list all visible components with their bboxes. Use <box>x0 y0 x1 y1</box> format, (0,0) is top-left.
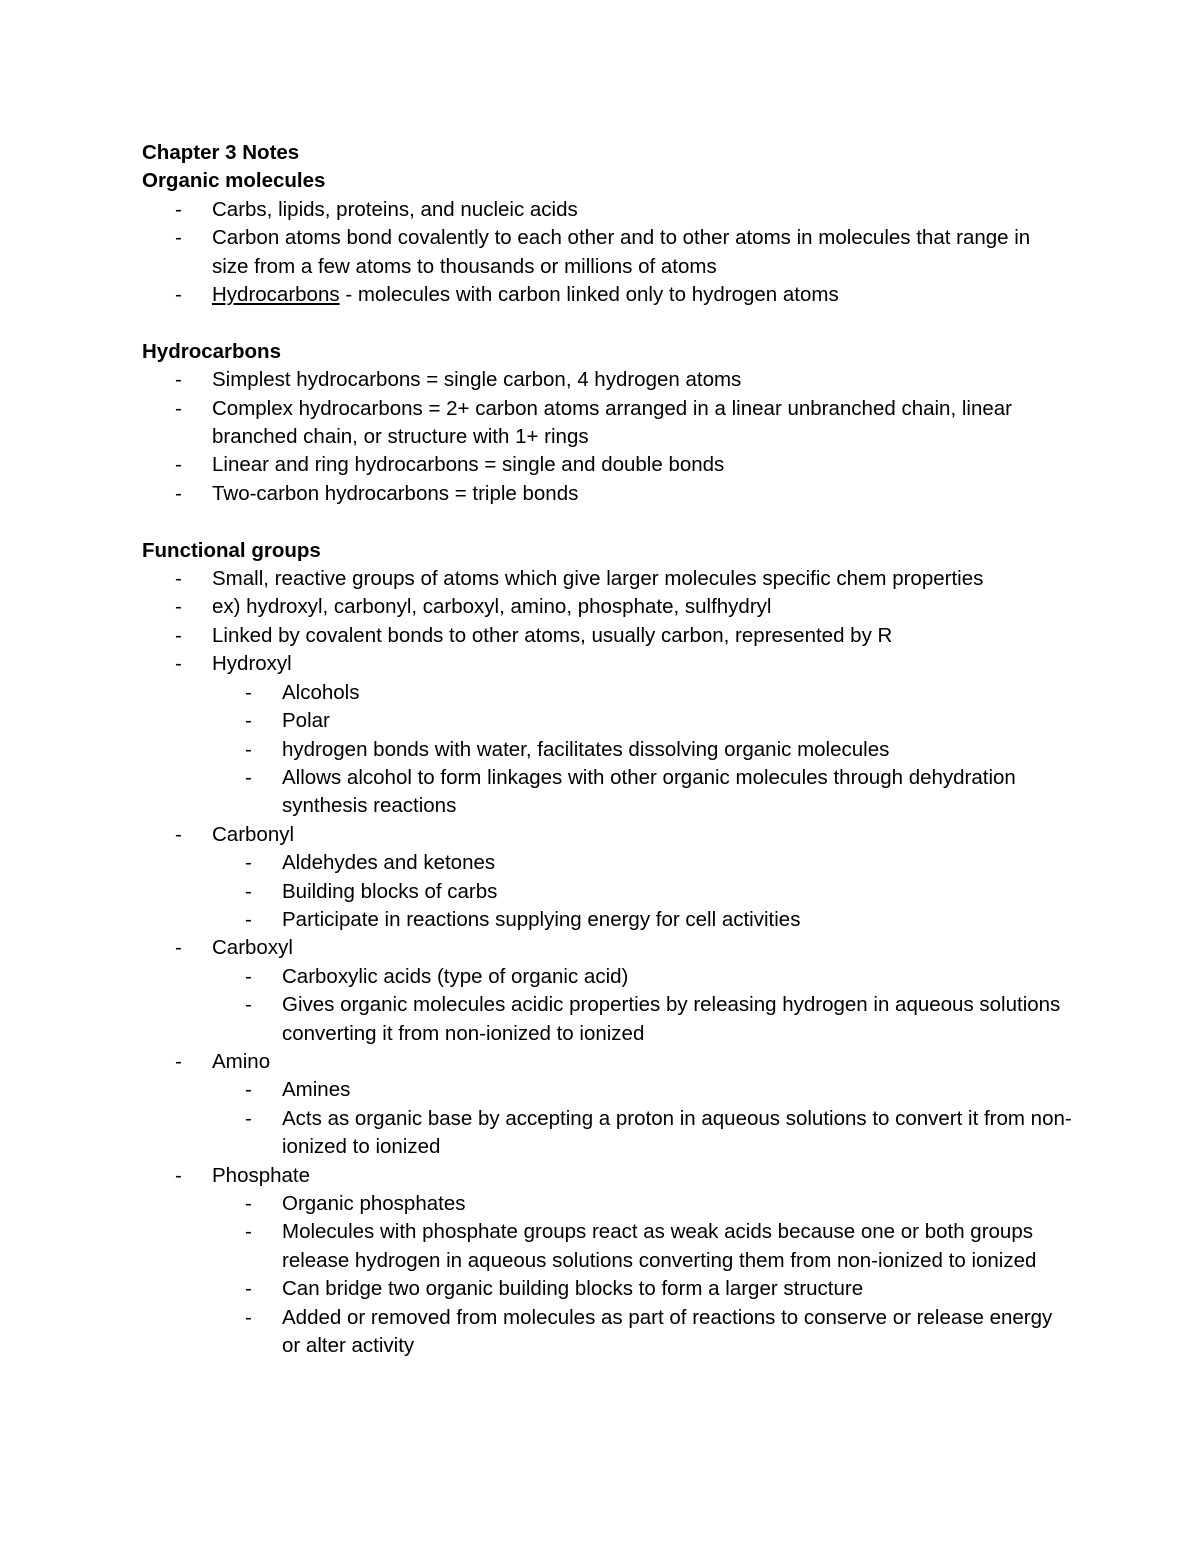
group-name: Amino <box>212 1049 271 1073</box>
bullet: - <box>245 907 252 931</box>
list-item: - Organic phosphates <box>212 1190 1072 1218</box>
bullet: - <box>175 822 182 846</box>
page-title: Chapter 3 Notes <box>142 141 300 164</box>
list-item: - Molecules with phosphate groups react as weak acids because one or both groups release hydrogen in aqueous solutions converting them from non-ionized to ionized <box>245 1220 1037 1272</box>
bullet: - <box>245 680 252 704</box>
bullet: - <box>175 226 182 250</box>
amino-sublist <box>142 1076 1072 1161</box>
organic-list <box>142 196 1072 310</box>
list-item <box>142 281 1072 309</box>
list-item: - Allows alcohol to form linkages with other organic molecules through dehydration synthesis reactions <box>245 765 1016 818</box>
bullet: - <box>245 851 252 875</box>
group-name: Hydroxyl <box>212 652 292 676</box>
bullet: - <box>245 993 252 1017</box>
list-item: - Linked by covalent bonds to other atoms, usually carbon, represented by R <box>142 622 1072 650</box>
list-item: - Alcohols <box>212 679 1072 707</box>
section-heading-hydrocarbons: Hydrocarbons <box>142 339 281 363</box>
list-item: - Building blocks of carbs <box>212 878 1072 906</box>
notes-page <box>142 139 1072 1360</box>
bullet: - <box>175 368 182 392</box>
bullet: - <box>175 567 182 591</box>
group-name: Phosphate <box>212 1163 311 1187</box>
group-carbonyl <box>142 821 1072 935</box>
functional-groups-list <box>142 565 1072 1360</box>
bullet: - <box>245 964 252 988</box>
list-item: - Complex hydrocarbons = 2+ carbon atoms arranged in a linear unbranched chain, linear branched chain, or structure with 1+ rings <box>175 396 1012 449</box>
group-name: Carbonyl <box>212 822 295 846</box>
list-item: - Participate in reactions supplying energy for cell activities <box>212 906 1072 934</box>
bullet: - <box>245 765 252 789</box>
list-item: - Gives organic molecules acidic properties by releasing hydrogen in aqueous solutions converting it from non-ionized to ionized <box>245 993 1061 1045</box>
list-item: - Amines <box>212 1076 1072 1104</box>
hydroxyl-sublist <box>142 679 1072 821</box>
bullet: - <box>175 197 182 221</box>
section-heading-functional-groups: Functional groups <box>142 538 321 562</box>
carbonyl-sublist <box>142 849 1072 934</box>
group-phosphate <box>142 1162 1072 1361</box>
carboxyl-sublist <box>142 963 1072 1048</box>
hydrocarbons-definition: - molecules with carbon linked only to hydrogen atoms <box>339 283 839 307</box>
list-item: - Carbon atoms bond covalently to each other and to other atoms in molecules that range in size from a few atoms to thousands or millions of atoms <box>175 226 1031 278</box>
bullet: - <box>175 623 182 647</box>
bullet: - <box>245 1220 252 1244</box>
bullet: - <box>175 595 182 619</box>
hydrocarbons-list <box>142 366 1072 508</box>
bullet: - <box>175 1049 182 1073</box>
bullet: - <box>175 453 182 477</box>
list-item: - Can bridge two organic building blocks to form a larger structure <box>212 1275 1072 1303</box>
hydrocarbons-term: Hydrocarbons <box>212 283 340 307</box>
list-item: - Aldehydes and ketones <box>212 849 1072 877</box>
list-item: - Carboxylic acids (type of organic acid) <box>212 963 1072 991</box>
group-hydroxyl <box>142 650 1072 820</box>
bullet: - <box>245 1106 252 1130</box>
phosphate-sublist <box>142 1190 1072 1360</box>
list-item: - Simplest hydrocarbons = single carbon, 4 hydrogen atoms <box>142 366 1072 394</box>
bullet: - <box>245 1305 252 1329</box>
group-carboxyl <box>142 934 1072 1048</box>
bullet: - <box>175 936 182 960</box>
list-item: - Small, reactive groups of atoms which give larger molecules specific chem properties <box>142 565 1072 593</box>
section-heading-organic: Organic molecules <box>142 169 326 193</box>
bullet: - <box>245 879 252 903</box>
bullet: - <box>175 283 182 307</box>
group-name: Carboxyl <box>212 936 293 960</box>
bullet: - <box>245 1078 252 1102</box>
bullet: - <box>245 737 252 761</box>
bullet: - <box>175 1163 182 1187</box>
bullet: - <box>245 1192 252 1215</box>
bullet: - <box>175 396 182 420</box>
list-item: - Linear and ring hydrocarbons = single and double bonds <box>142 451 1072 479</box>
list-item: - hydrogen bonds with water, facilitates dissolving organic molecules <box>212 736 1072 764</box>
bullet: - <box>175 652 182 676</box>
bullet: - <box>175 481 182 505</box>
list-item: - ex) hydroxyl, carbonyl, carboxyl, amino, phosphate, sulfhydryl <box>142 593 1072 621</box>
list-item: - Added or removed from molecules as part of reactions to conserve or release energy or alter activity <box>245 1305 1053 1358</box>
list-item: - Two-carbon hydrocarbons = triple bonds <box>142 480 1072 508</box>
bullet: - <box>245 709 252 733</box>
bullet: - <box>245 1277 252 1301</box>
list-item: - Polar <box>212 707 1072 735</box>
group-amino <box>142 1048 1072 1162</box>
list-item: - Carbs, lipids, proteins, and nucleic acids <box>142 196 1072 224</box>
list-item: - Acts as organic base by accepting a proton in aqueous solutions to convert it from non-ionized to ionized <box>245 1106 1072 1159</box>
